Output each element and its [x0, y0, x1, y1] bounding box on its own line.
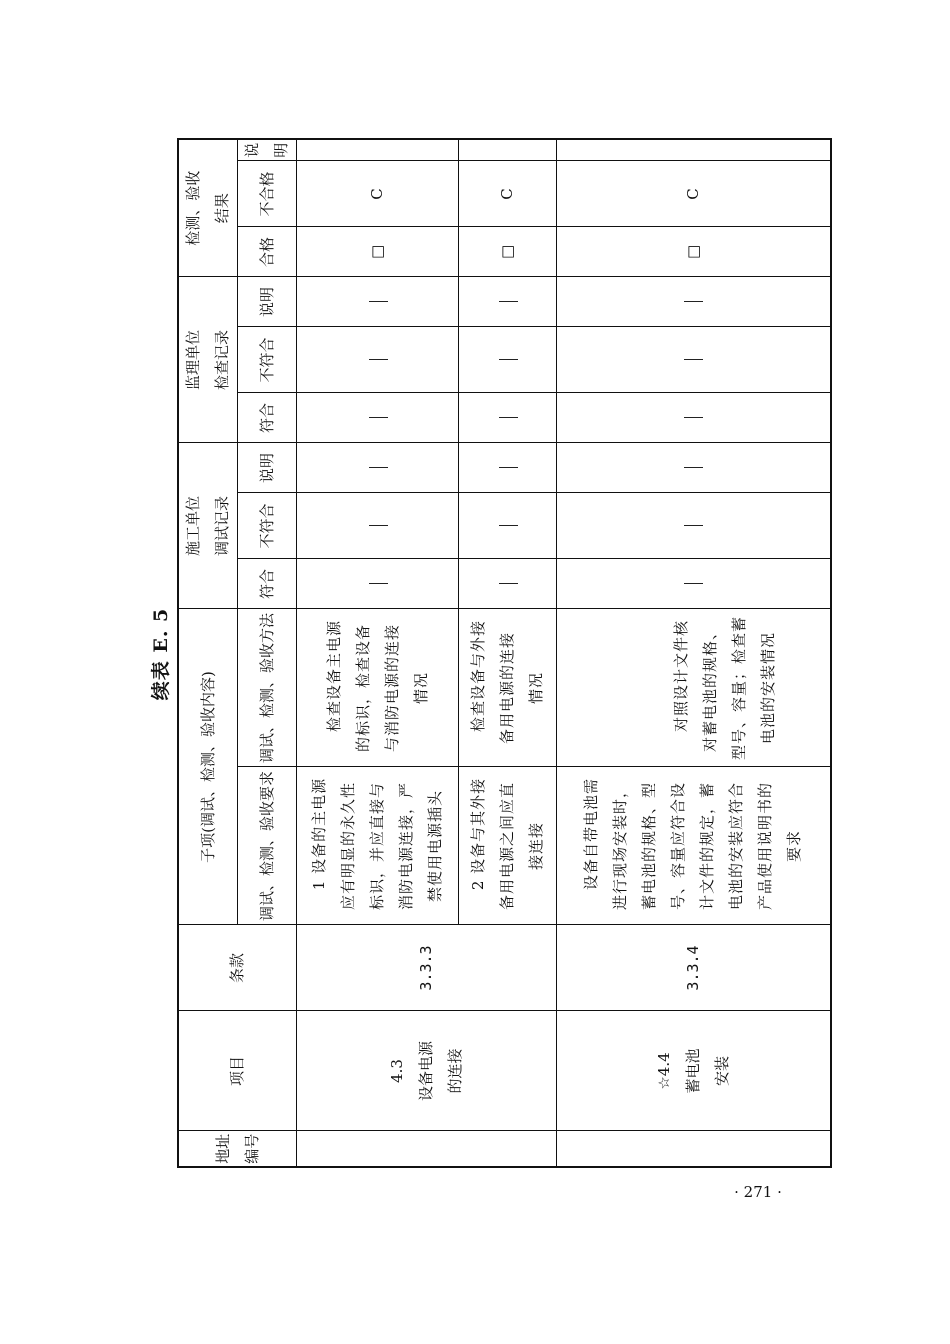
result-fail-cell: [459, 161, 557, 227]
result-remark-cell: [459, 139, 557, 161]
dash-mark: [369, 526, 388, 527]
method-cell: 检查设备与外接 备用电源的连接 情况: [459, 609, 557, 767]
contractor-remark-cell: [459, 443, 557, 493]
contractor-nonconform-cell: [297, 493, 459, 559]
supervisor-remark-cell: [297, 277, 459, 327]
supervisor-remark-cell: [459, 277, 557, 327]
dash-mark: [369, 467, 388, 468]
sub-item-header: 子项(调试、检测、验收内容): [178, 609, 238, 925]
table-title: 续表 E. 5: [150, 607, 172, 701]
result-pass-cell: [297, 227, 459, 277]
requirement-cell: 1 设备的主电源 应有明显的永久性 标识，并应直接与 消防电源连接，严 禁使用电源插头: [297, 767, 459, 925]
result-remark-cell: [297, 139, 459, 161]
circle-mark: C: [368, 188, 386, 200]
page-number: · 271 ·: [734, 1183, 782, 1201]
item-cell: 4.3 设备电源 的连接: [297, 1011, 557, 1131]
result-remark-header: 说明: [238, 139, 297, 161]
clause-cell: 3.3.3: [297, 925, 557, 1011]
checkbox-icon: □: [368, 244, 386, 260]
clause-cell: 3.3.4: [557, 925, 831, 1011]
dash-mark: [369, 417, 388, 418]
supervisor-header: 监理单位 检查记录: [178, 277, 238, 443]
contractor-conform-header: 符合: [238, 559, 297, 609]
dash-mark: [499, 584, 518, 585]
contractor-remark-header: 说明: [238, 443, 297, 493]
address-no-cell: [557, 1131, 831, 1167]
requirement-cell: 2 设备与其外接 备用电源之间应直 接连接: [459, 767, 557, 925]
header-row-main: [178, 139, 238, 1167]
rotated-table-page: [145, 140, 805, 1168]
table-row: [557, 139, 831, 1167]
requirement-header: 调试、检测、验收要求: [238, 767, 297, 925]
dash-mark: [369, 301, 388, 302]
supervisor-nonconform-cell: [557, 327, 831, 393]
dash-mark: [684, 584, 703, 585]
result-fail-cell: [297, 161, 459, 227]
contractor-nonconform-cell: [557, 493, 831, 559]
checkbox-icon: □: [683, 244, 702, 260]
supervisor-nonconform-cell: [459, 327, 557, 393]
item-header: 项目: [178, 1011, 297, 1131]
method-cell: 对照设计文件核 对蓄电池的规格、 型号、容量；检查蓄 电池的安装情况: [557, 609, 831, 767]
method-cell: 检查设备主电源 的标识，检查设备 与消防电源的连接 情况: [297, 609, 459, 767]
dash-mark: [499, 301, 518, 302]
dash-mark: [499, 359, 518, 360]
requirement-cell: 设备自带电池需 进行现场安装时， 蓄电池的规格、型 号、容量应符合设 计文件的规定，蓄 电池的安装应符合 产品使用说明书的 要求: [557, 767, 831, 925]
dash-mark: [499, 417, 518, 418]
inspection-table: [177, 138, 832, 1168]
result-header: 检测、验收 结果: [178, 139, 238, 277]
contractor-conform-cell: [297, 559, 459, 609]
contractor-remark-cell: [557, 443, 831, 493]
clause-header: 条款: [178, 925, 297, 1011]
contractor-nonconform-cell: [459, 493, 557, 559]
dash-mark: [684, 467, 703, 468]
contractor-remark-cell: [297, 443, 459, 493]
contractor-conform-cell: [459, 559, 557, 609]
supervisor-remark-cell: [557, 277, 831, 327]
circle-mark: C: [498, 188, 516, 200]
circle-mark: C: [683, 188, 702, 200]
dash-mark: [684, 301, 703, 302]
result-pass-header: 合格: [238, 227, 297, 277]
supervisor-conform-cell: [459, 393, 557, 443]
supervisor-conform-header: 符合: [238, 393, 297, 443]
supervisor-nonconform-header: 不符合: [238, 327, 297, 393]
address-no-header: 地址 编号: [178, 1131, 297, 1167]
contractor-nonconform-header: 不符合: [238, 493, 297, 559]
dash-mark: [684, 359, 703, 360]
table-row: [297, 139, 459, 1167]
dash-mark: [684, 526, 703, 527]
supervisor-conform-cell: [297, 393, 459, 443]
dash-mark: [499, 526, 518, 527]
contractor-header: 施工单位 调试记录: [178, 443, 238, 609]
checkbox-icon: □: [498, 244, 516, 260]
dash-mark: [499, 467, 518, 468]
item-cell: ☆4.4 蓄电池 安装: [557, 1011, 831, 1131]
result-pass-cell: [459, 227, 557, 277]
dash-mark: [369, 584, 388, 585]
result-fail-cell: [557, 161, 831, 227]
address-no-cell: [297, 1131, 557, 1167]
result-remark-cell: [557, 139, 831, 161]
method-header: 调试、检测、验收方法: [238, 609, 297, 767]
contractor-conform-cell: [557, 559, 831, 609]
dash-mark: [369, 359, 388, 360]
supervisor-conform-cell: [557, 393, 831, 443]
supervisor-remark-header: 说明: [238, 277, 297, 327]
result-pass-cell: [557, 227, 831, 277]
dash-mark: [684, 417, 703, 418]
supervisor-nonconform-cell: [297, 327, 459, 393]
result-fail-header: 不合格: [238, 161, 297, 227]
